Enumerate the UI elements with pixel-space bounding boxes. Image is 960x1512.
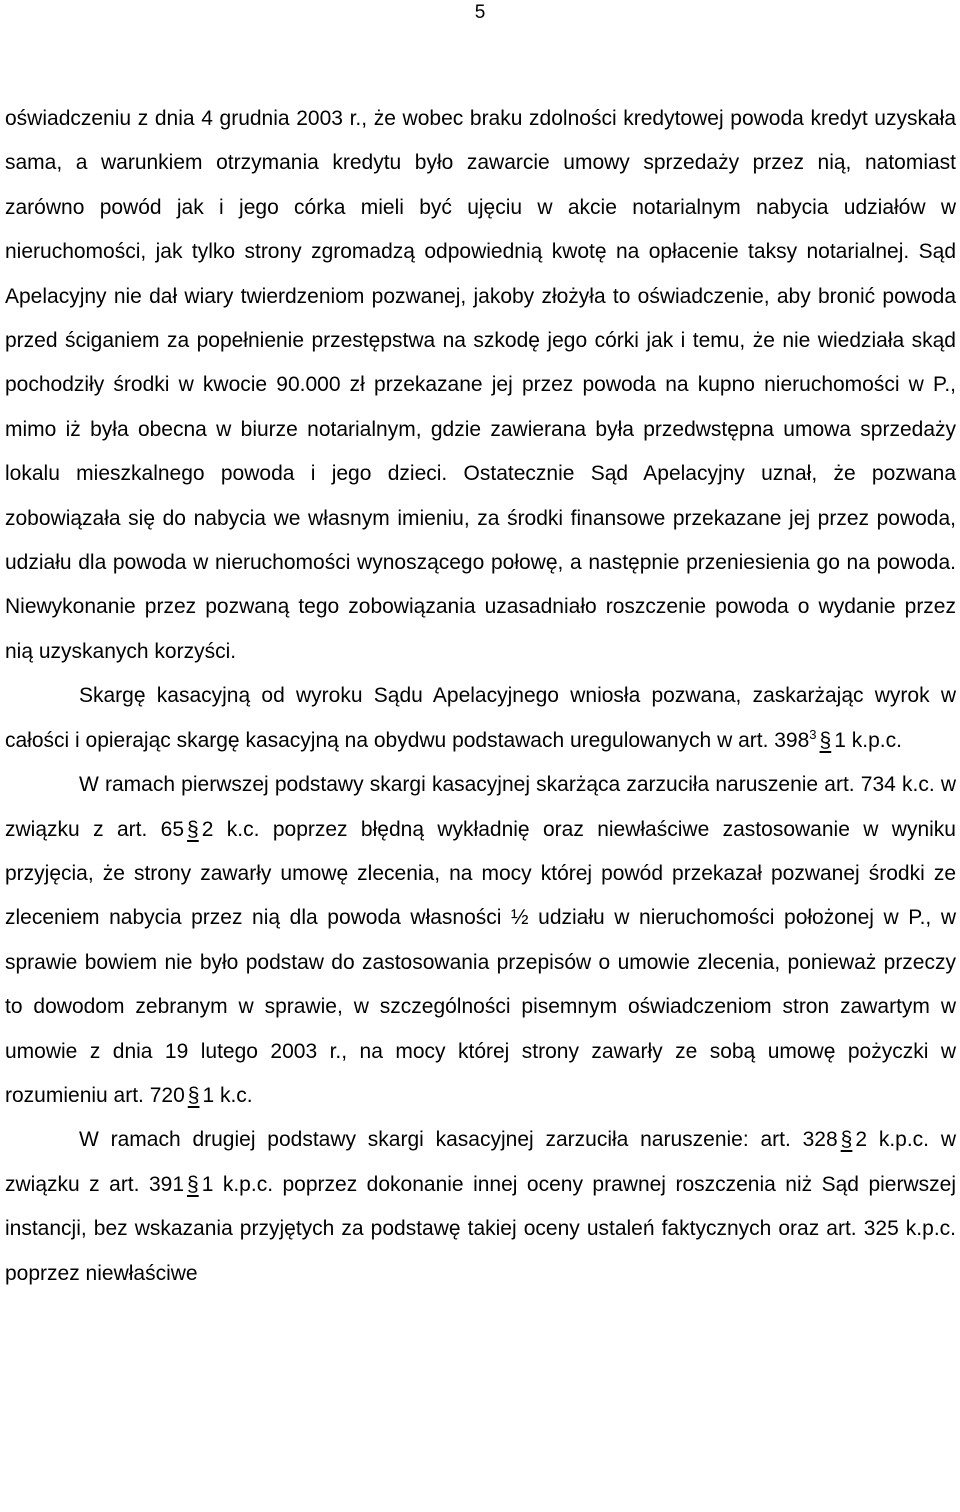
paragraph-text: 2 k.p.c. w związku z art. 391	[5, 1128, 956, 1196]
article-superscript: 3	[809, 726, 817, 742]
paragraph-first-ground	[5, 763, 956, 1118]
section-sign: §	[187, 1172, 199, 1196]
page-number: 5	[474, 2, 486, 23]
paragraph-text: W ramach drugiej podstawy skargi kasacyjnej zarzuciła naruszenie: art. 328	[79, 1128, 838, 1152]
paragraph-text: 1 k.c.	[202, 1083, 253, 1107]
section-sign: §	[840, 1128, 853, 1152]
paragraph-text: 1 k.p.c.	[834, 728, 902, 752]
section-sign: §	[819, 728, 832, 752]
paragraph-text: Skargę kasacyjną od wyroku Sądu Apelacyjnego wniosła pozwana, zaskarżając wyrok w całości i opierając skargę kasacyjną na obydwu podstawach uregulowanych w art. 398	[5, 684, 956, 752]
paragraph-second-ground	[5, 1118, 956, 1296]
paragraph-text: 1 k.p.c. poprzez dokonanie innej oceny prawnej roszczenia niż Sąd pierwszej instancji, bez wskazania przyjętych za podstawę takiej oceny ustaleń faktycznych oraz art. 325 k.p.c. poprzez niewłaściwe	[5, 1172, 956, 1285]
paragraph-court-findings	[5, 97, 956, 674]
section-sign: §	[187, 817, 199, 841]
paragraph-text: oświadczeniu z dnia 4 grudnia 2003 r., że wobec braku zdolności kredytowej powoda kredyt uzyskała sama, a warunkiem otrzymania kredytu było zawarcie umowy sprzedaży przez nią, natomiast zarówno powód jak i jego córka mieli być ujęciu w akcie notarialnym nabycia udziałów w nieruchomości, jak tylko strony zgromadzą odpowiednią kwotę na opłacenie taksy notarialnej. Sąd Apelacyjny nie dał wiary twierdzeniom pozwanej, jakoby złożyła to oświadczenie, aby bronić powoda przed ściganiem za popełnienie przestępstwa na szkodę jego córki jak i temu, że nie wiedziała skąd pochodziły środki w kwocie 90.000 zł przekazane jej przez powoda na kupno nieruchomości w P., mimo iż była obecna w biurze notarialnym, gdzie zawierana była przedwstępna umowa sprzedaży lokalu mieszkalnego powoda i jego dzieci. Ostatecznie Sąd Apelacyjny uznał, że pozwana zobowiązała się do nabycia we własnym imieniu, za środki finansowe przekazane jej przez powoda, udziału dla powoda w nieruchomości wynoszącego połowę, a następnie przeniesienia go na powoda. Niewykonanie przez pozwaną tego zobowiązania uzasadniało roszczenie powoda o wydanie przez nią uzyskanych korzyści.	[5, 107, 956, 663]
section-sign: §	[187, 1083, 200, 1107]
paragraph-text: 2 k.c. poprzez błędną wykładnię oraz niewłaściwe zastosowanie w wyniku przyjęcia, że strony zawarły umowę zlecenia, na mocy której powód przekazał pozwanej środki ze zleceniem nabycia przez nią dla powoda własności ½ udziału w nieruchomości położonej w P., w sprawie bowiem nie było podstaw do zastosowania przepisów o umowie zlecenia, ponieważ przeczy to dowodom zebranym w sprawie, w szczególności pisemnym oświadczeniom stron zawartym w umowie z dnia 19 lutego 2003 r., na mocy której strony zawarły ze sobą umowę pożyczki w rozumieniu art. 720	[5, 817, 956, 1107]
document-body	[5, 97, 956, 1296]
paragraph-cassation-appeal	[5, 674, 956, 763]
paragraph-text: W ramach pierwszej podstawy skargi kasacyjnej skarżąca zarzuciła naruszenie art. 734 k.c. w związku z art. 65	[5, 773, 956, 841]
